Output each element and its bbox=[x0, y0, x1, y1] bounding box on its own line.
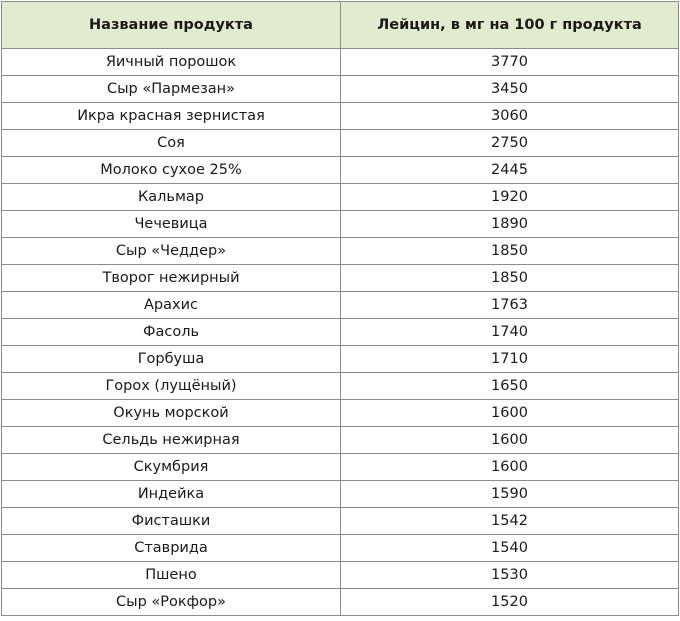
table-row bbox=[2, 535, 679, 562]
product-name-cell: Окунь морской bbox=[2, 400, 341, 427]
table-row bbox=[2, 400, 679, 427]
leucine-value-cell: 1920 bbox=[341, 184, 679, 211]
product-name-cell: Сыр «Чеддер» bbox=[2, 238, 341, 265]
leucine-value-cell: 3770 bbox=[341, 49, 679, 76]
leucine-table bbox=[1, 1, 679, 616]
table-row bbox=[2, 373, 679, 400]
table-row bbox=[2, 508, 679, 535]
table-row bbox=[2, 346, 679, 373]
table-row bbox=[2, 103, 679, 130]
leucine-value-cell: 3450 bbox=[341, 76, 679, 103]
leucine-value-cell: 2750 bbox=[341, 130, 679, 157]
product-name-cell: Скумбрия bbox=[2, 454, 341, 481]
product-name-cell: Кальмар bbox=[2, 184, 341, 211]
table-row bbox=[2, 481, 679, 508]
product-name-cell: Икра красная зернистая bbox=[2, 103, 341, 130]
leucine-value-cell: 1540 bbox=[341, 535, 679, 562]
leucine-value-cell: 1600 bbox=[341, 427, 679, 454]
table-row bbox=[2, 292, 679, 319]
leucine-value-cell: 1740 bbox=[341, 319, 679, 346]
column-header-product-name: Название продукта bbox=[2, 2, 341, 49]
leucine-value-cell: 1850 bbox=[341, 265, 679, 292]
table-row bbox=[2, 562, 679, 589]
table-row bbox=[2, 427, 679, 454]
table-row bbox=[2, 130, 679, 157]
leucine-value-cell: 1600 bbox=[341, 454, 679, 481]
leucine-value-cell: 1650 bbox=[341, 373, 679, 400]
table-row bbox=[2, 157, 679, 184]
product-name-cell: Сыр «Рокфор» bbox=[2, 589, 341, 616]
leucine-value-cell: 1520 bbox=[341, 589, 679, 616]
product-name-cell: Индейка bbox=[2, 481, 341, 508]
product-name-cell: Молоко сухое 25% bbox=[2, 157, 341, 184]
table-row bbox=[2, 184, 679, 211]
table-row bbox=[2, 319, 679, 346]
leucine-value-cell: 1542 bbox=[341, 508, 679, 535]
table-header-row bbox=[2, 2, 679, 49]
leucine-value-cell: 1890 bbox=[341, 211, 679, 238]
product-name-cell: Горох (лущёный) bbox=[2, 373, 341, 400]
table-row bbox=[2, 49, 679, 76]
product-name-cell: Ставрида bbox=[2, 535, 341, 562]
product-name-cell: Фисташки bbox=[2, 508, 341, 535]
leucine-value-cell: 1530 bbox=[341, 562, 679, 589]
product-name-cell: Сыр «Пармезан» bbox=[2, 76, 341, 103]
product-name-cell: Чечевица bbox=[2, 211, 341, 238]
product-name-cell: Горбуша bbox=[2, 346, 341, 373]
leucine-value-cell: 1850 bbox=[341, 238, 679, 265]
table-row bbox=[2, 454, 679, 481]
leucine-value-cell: 1763 bbox=[341, 292, 679, 319]
leucine-value-cell: 1710 bbox=[341, 346, 679, 373]
leucine-value-cell: 3060 bbox=[341, 103, 679, 130]
product-name-cell: Фасоль bbox=[2, 319, 341, 346]
product-name-cell: Пшено bbox=[2, 562, 341, 589]
product-name-cell: Сельдь нежирная bbox=[2, 427, 341, 454]
table-row bbox=[2, 76, 679, 103]
product-name-cell: Яичный порошок bbox=[2, 49, 341, 76]
table-row bbox=[2, 265, 679, 292]
product-name-cell: Арахис bbox=[2, 292, 341, 319]
table-body bbox=[2, 49, 679, 616]
leucine-value-cell: 2445 bbox=[341, 157, 679, 184]
column-header-leucine: Лейцин, в мг на 100 г продукта bbox=[341, 2, 679, 49]
leucine-value-cell: 1600 bbox=[341, 400, 679, 427]
product-name-cell: Творог нежирный bbox=[2, 265, 341, 292]
table-row bbox=[2, 589, 679, 616]
table-row bbox=[2, 211, 679, 238]
leucine-value-cell: 1590 bbox=[341, 481, 679, 508]
table-row bbox=[2, 238, 679, 265]
product-name-cell: Соя bbox=[2, 130, 341, 157]
